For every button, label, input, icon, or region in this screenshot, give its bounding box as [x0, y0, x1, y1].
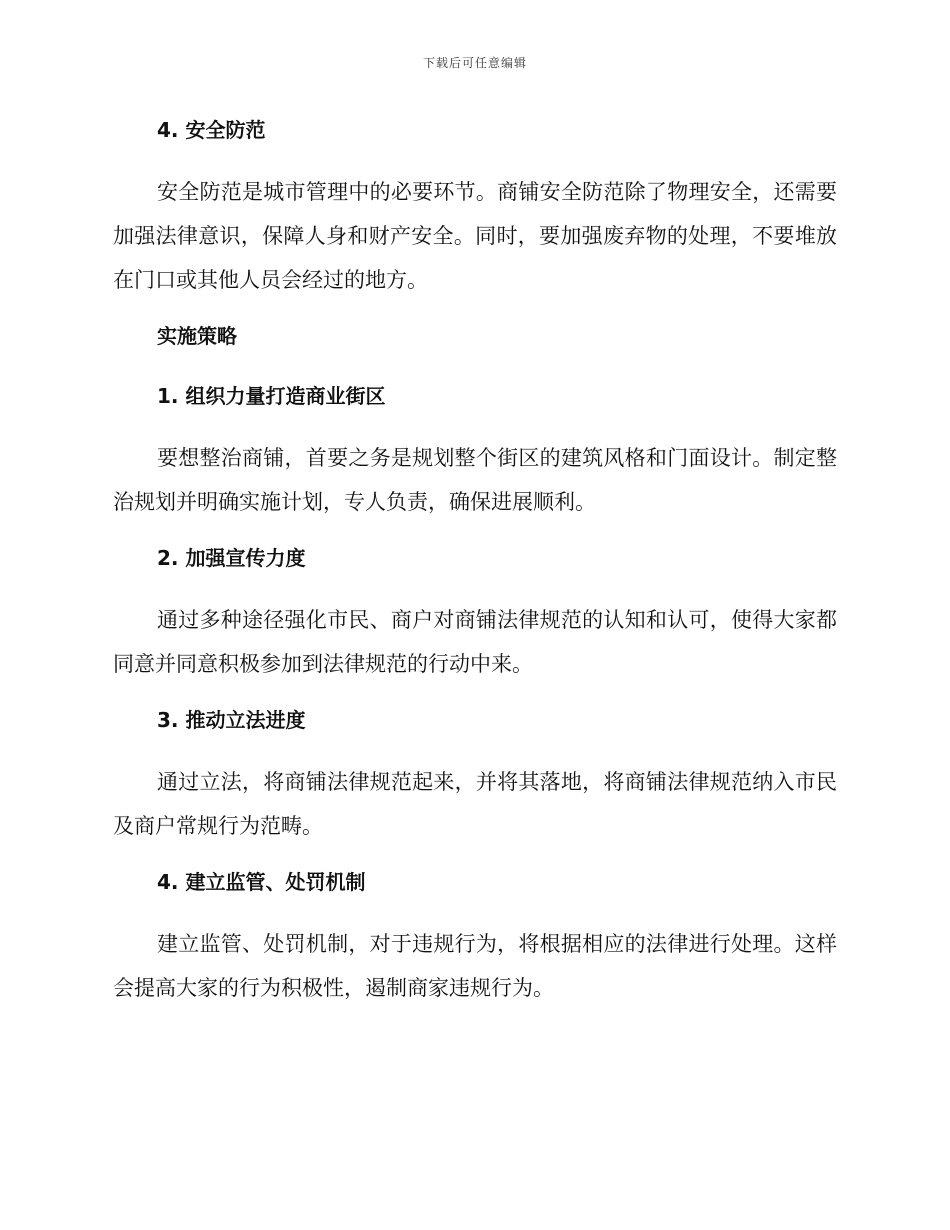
- section-heading-supervision: 4. 建立监管、处罚机制: [157, 870, 366, 894]
- section-heading-safety: 4. 安全防范: [157, 118, 266, 142]
- page-header: 下载后可任意编辑: [422, 56, 527, 70]
- paragraph-supervision: 建立监管、处罚机制，对于违规行为，将根据相应的法律进行处理。这样会提高大家的行为积极性，遏制商家违规行为。: [113, 932, 837, 1000]
- paragraph-safety: 安全防范是城市管理中的必要环节。商铺安全防范除了物理安全，还需要加强法律意识，保障人身和财产安全。同时，要加强废弃物的处理，不要堆放在门口或其他人员会经过的地方。: [113, 180, 837, 292]
- section-heading-legislation: 3. 推动立法进度: [157, 708, 306, 732]
- section-heading-publicity: 2. 加强宣传力度: [157, 546, 306, 570]
- paragraph-legislation: 通过立法，将商铺法律规范起来，并将其落地，将商铺法律规范纳入市民及商户常规行为范畴。: [113, 770, 837, 838]
- document-body: [113, 110, 837, 1024]
- section-heading-strategy: 实施策略: [157, 324, 237, 348]
- section-heading-organize: 1. 组织力量打造商业街区: [157, 384, 386, 408]
- paragraph-publicity: 通过多种途径强化市民、商户对商铺法律规范的认知和认可，使得大家都同意并同意积极参加到法律规范的行动中来。: [113, 608, 837, 676]
- paragraph-organize: 要想整治商铺，首要之务是规划整个街区的建筑风格和门面设计。制定整治规划并明确实施计划，专人负责，确保进展顺利。: [113, 446, 837, 514]
